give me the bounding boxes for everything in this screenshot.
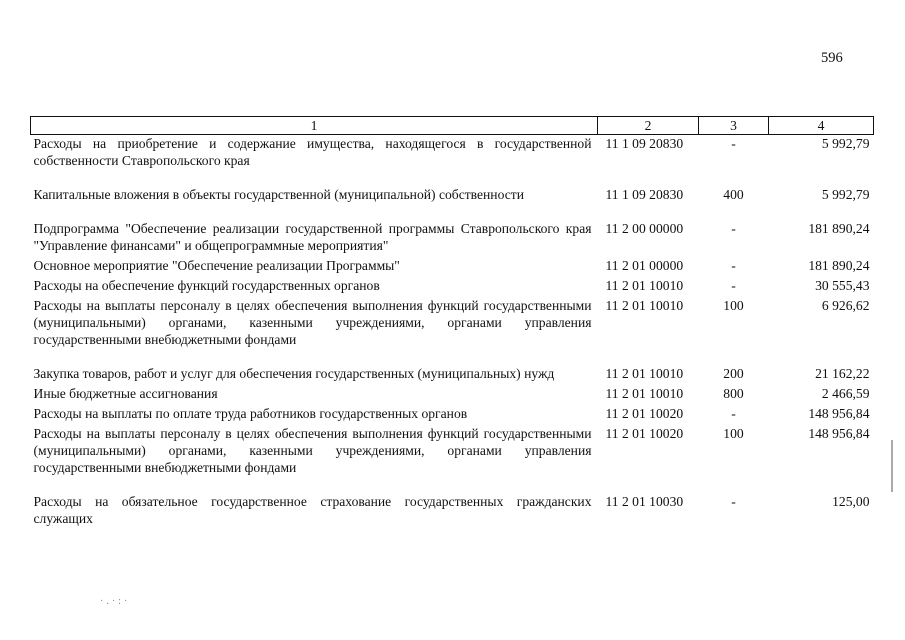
- table-row: [31, 135, 874, 187]
- row-code: 11 2 00 00000: [605, 221, 684, 236]
- row-type: -: [731, 258, 736, 273]
- row-amount: 5 992,79: [821, 136, 870, 151]
- row-name: Расходы на обеспечение функций государственных органов: [33, 278, 380, 293]
- scan-artifact-dots: ·.·:·: [100, 596, 131, 607]
- row-code: 11 1 09 20830: [605, 187, 684, 202]
- row-amount: 148 956,84: [808, 426, 870, 441]
- row-amount: 181 890,24: [808, 258, 870, 273]
- row-name: Расходы на выплаты персоналу в целях обеспечения выполнения функций государственными (муниципальными) органами, казенными учреждениями, органами управления государственными внебюджетными фондами: [33, 298, 592, 347]
- table-row: [31, 405, 874, 425]
- table-row: [31, 257, 874, 277]
- column-header-name: 1: [31, 117, 598, 135]
- row-name: Расходы на обязательное государственное страхование государственных гражданских служащих: [33, 494, 592, 526]
- row-amount: 30 555,43: [815, 278, 870, 293]
- table-row: [31, 277, 874, 297]
- table-row: [31, 186, 874, 220]
- row-type: 200: [723, 366, 744, 381]
- row-code: 11 2 01 10010: [605, 278, 684, 293]
- table-row: [31, 297, 874, 365]
- column-header-code: 2: [598, 117, 699, 135]
- scan-artifact-line: [891, 440, 893, 492]
- row-code: 11 2 01 10010: [605, 386, 684, 401]
- row-amount: 5 992,79: [821, 187, 870, 202]
- row-code: 11 2 01 10020: [605, 426, 684, 441]
- row-name: Закупка товаров, работ и услуг для обеспечения государственных (муниципальных) нужд: [33, 366, 555, 381]
- table-row: [31, 425, 874, 493]
- row-amount: 21 162,22: [815, 366, 870, 381]
- row-code: 11 2 01 10010: [605, 298, 684, 313]
- row-type: -: [731, 136, 736, 151]
- row-type: 400: [723, 187, 744, 202]
- row-name: Основное мероприятие "Обеспечение реализации Программы": [33, 258, 400, 273]
- row-amount: 6 926,62: [821, 298, 870, 313]
- page-number: 596: [821, 50, 843, 66]
- row-type: 800: [723, 386, 744, 401]
- table-row: [31, 493, 874, 527]
- table-row: [31, 385, 874, 405]
- row-code: 11 1 09 20830: [605, 136, 684, 151]
- column-header-amount: 4: [769, 117, 874, 135]
- row-type: 100: [723, 298, 744, 313]
- table-header-row: [31, 117, 874, 135]
- row-amount: 148 956,84: [808, 406, 870, 421]
- table-row: [31, 365, 874, 385]
- row-type: -: [731, 278, 736, 293]
- row-name: Расходы на приобретение и содержание имущества, находящегося в государственной собственности Ставропольского края: [33, 136, 592, 168]
- row-name: Иные бюджетные ассигнования: [33, 386, 218, 401]
- row-name: Расходы на выплаты персоналу в целях обеспечения выполнения функций государственными (муниципальными) органами, казенными учреждениями, органами управления государственными внебюджетными фондами: [33, 426, 592, 475]
- column-header-type: 3: [699, 117, 769, 135]
- row-name: Подпрограмма "Обеспечение реализации государственной программы Ставропольского края "Управление финансами" и общепрограммные мероприятия": [33, 221, 592, 253]
- budget-table: [30, 116, 874, 527]
- row-amount: 181 890,24: [808, 221, 870, 236]
- row-type: -: [731, 406, 736, 421]
- table-row: [31, 220, 874, 257]
- row-type: 100: [723, 426, 744, 441]
- row-name: Капитальные вложения в объекты государственной (муниципальной) собственности: [33, 187, 524, 202]
- row-code: 11 2 01 00000: [605, 258, 684, 273]
- row-code: 11 2 01 10030: [605, 494, 684, 509]
- row-type: -: [731, 221, 736, 236]
- row-code: 11 2 01 10010: [605, 366, 684, 381]
- row-code: 11 2 01 10020: [605, 406, 684, 421]
- row-amount: 2 466,59: [821, 386, 870, 401]
- row-type: -: [731, 494, 736, 509]
- row-name: Расходы на выплаты по оплате труда работников государственных органов: [33, 406, 468, 421]
- row-amount: 125,00: [832, 494, 870, 509]
